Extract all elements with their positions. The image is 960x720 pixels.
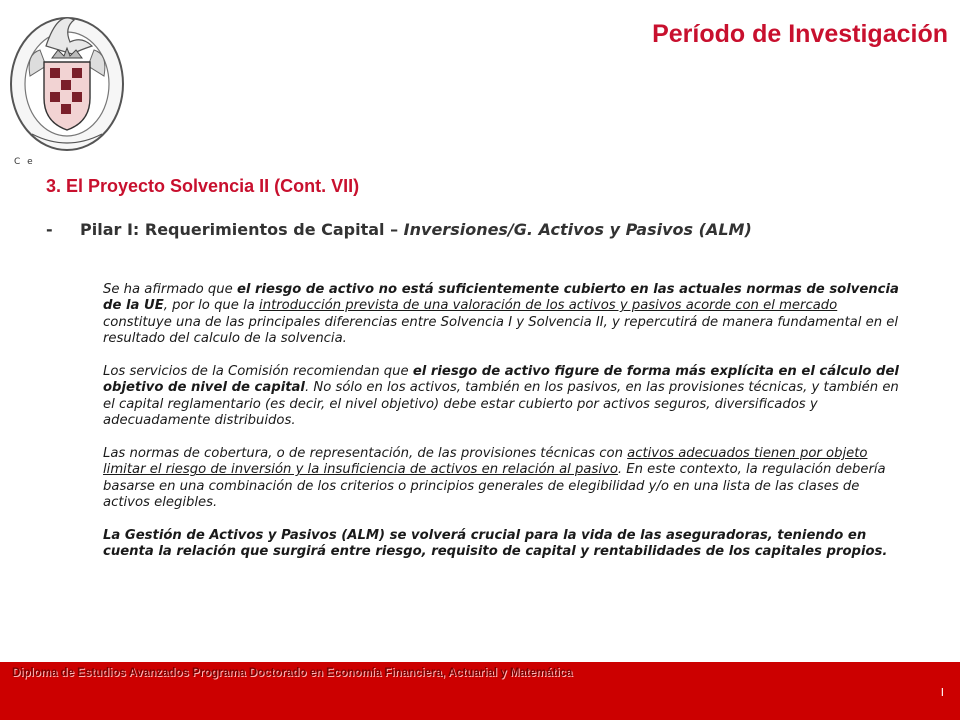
header-mark: C e	[14, 157, 35, 167]
p2-text-a: Los servicios de la Comisión recomiendan que	[103, 364, 413, 380]
paragraph-1	[103, 282, 908, 348]
paragraph-2	[103, 364, 908, 430]
page-number: I	[940, 686, 944, 699]
p1-text-c: , por lo que la	[163, 298, 260, 314]
section-title: 3. El Proyecto Solvencia II (Cont. VII)	[46, 176, 360, 196]
pillar-heading-italic: Inversiones/G. Activos y Pasivos (ALM)	[403, 220, 752, 239]
footer-program-text: Diploma de Estudios Avanzados Programa Doctorado en Economía Financiera, Actuarial y Matemática	[12, 667, 573, 679]
bullet-dash: -	[46, 220, 53, 239]
p3-underline: activos adecuados tienen por objeto limitar el riesgo de inversión y la insuficiencia de activos en relación al pasivo	[103, 446, 868, 478]
p4-emphasis: La Gestión de Activos y Pasivos (ALM) se volverá crucial para la vida de las aseguradoras, teniendo en cuenta la relación que surgirá entre riesgo, requisito de capital y rentabilidades de los capitales propios.	[103, 528, 888, 560]
p2-emphasis: el riesgo de activo figure de forma más explícita en el cálculo del objetivo de nivel de capital	[103, 364, 899, 396]
pillar-heading-bold: Pilar I: Requerimientos de Capital –	[80, 220, 404, 239]
university-seal-logo	[6, 6, 128, 156]
footer-bar	[0, 662, 960, 720]
body-text	[103, 282, 908, 577]
paragraph-4	[103, 528, 908, 561]
p3-text-a: Las normas de cobertura, o de representación, de las provisiones técnicas con	[103, 446, 628, 462]
p2-text-c: . No sólo en los activos, también en los pasivos, en las provisiones técnicas, y también en el capital reglamentario (es decir, el nivel objetivo) debe estar cubierto por activos seguros, diversificados y adecuadamente distribuidos.	[103, 380, 899, 429]
p1-text-a: Se ha afirmado que	[103, 282, 237, 297]
p1-text-e: constituye una de las principales diferencias entre Solvencia I y Solvencia II, y repercutirá de manera fundamental en el resultado del calculo de la solvencia.	[103, 314, 899, 347]
paragraph-3	[103, 446, 908, 512]
p1-underline: introducción prevista de una valoración de los activos y pasivos acorde con el mercado	[259, 298, 838, 314]
pillar-heading	[46, 220, 946, 239]
page-title: Período de Investigación	[652, 20, 948, 48]
p1-emphasis: el riesgo de activo no está suficientemente cubierto en las actuales normas de solvencia de la UE	[103, 282, 899, 314]
p3-text-c: . En este contexto, la regulación debería basarse en una combinación de los criterios o principios generales de elegibilidad y/o en una lista de las clases de activos elegibles.	[103, 462, 886, 511]
